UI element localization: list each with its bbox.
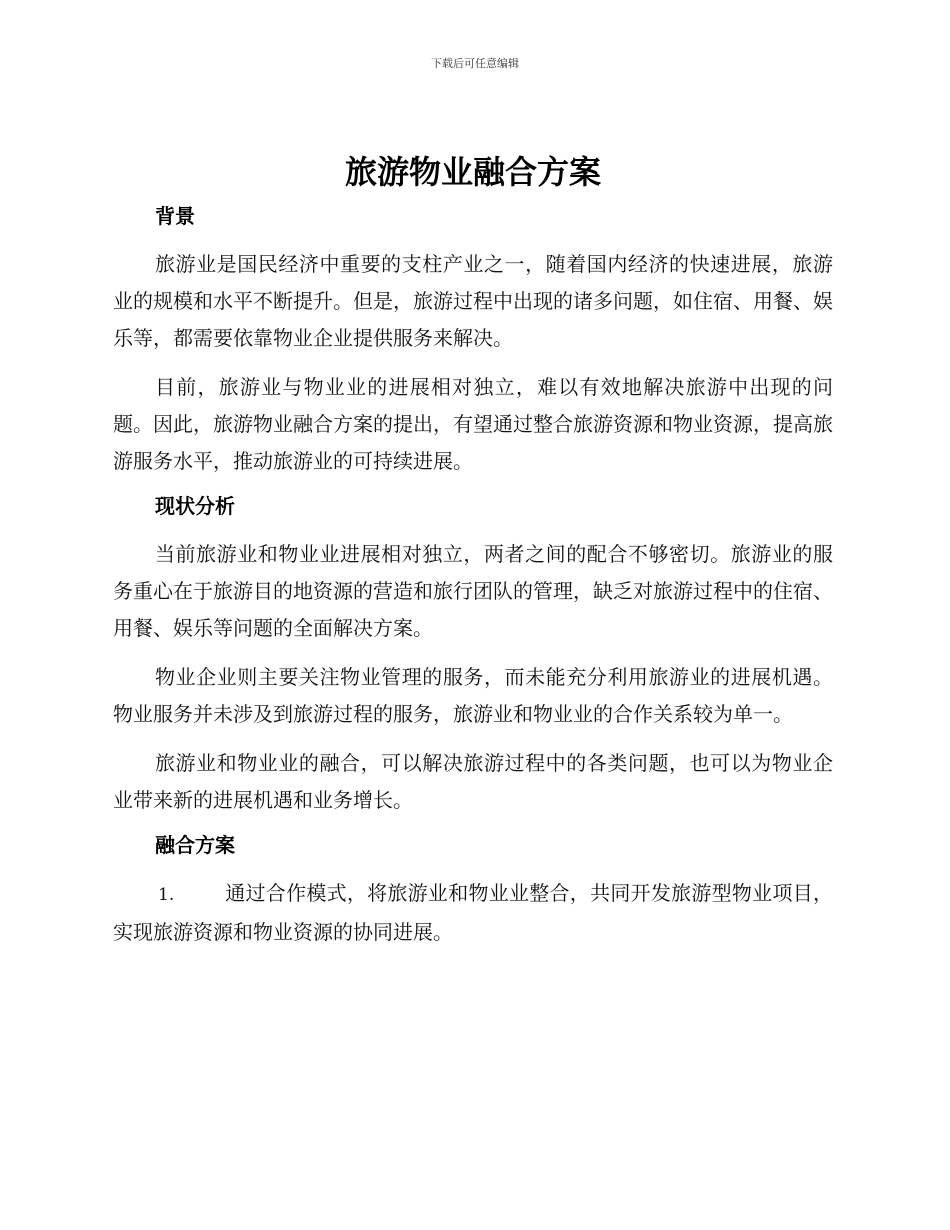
paragraph: 旅游业是国民经济中重要的支柱产业之一，随着国内经济的快速进展，旅游业的规模和水平不断提升。但是，旅游过程中出现的诸多问题，如住宿、用餐、娱乐等，都需要依靠物业企业提供服务来解决。 bbox=[113, 252, 833, 350]
header-note: 下载后可任意编辑 bbox=[431, 57, 519, 70]
section-heading: 融合方案 bbox=[155, 833, 235, 857]
paragraph: 当前旅游业和物业业进展相对独立，两者之间的配合不够密切。旅游业的服务重心在于旅游目的地资源的营造和旅行团队的管理，缺乏对旅游过程中的住宿、用餐、娱乐等问题的全面解决方案。 bbox=[113, 542, 833, 640]
list-item-text: 通过合作模式，将旅游业和物业业整合，共同开发旅游型物业项目，实现旅游资源和物业资源的协同进展。 bbox=[113, 881, 833, 944]
section-status-analysis bbox=[113, 492, 833, 819]
section-background bbox=[113, 202, 833, 480]
section-heading: 现状分析 bbox=[155, 494, 235, 518]
list-item-number: 1. bbox=[158, 885, 175, 905]
document-title: 旅游物业融合方案 bbox=[344, 153, 601, 191]
section-heading: 背景 bbox=[155, 204, 195, 228]
paragraph: 物业企业则主要关注物业管理的服务，而未能充分利用旅游业的进展机遇。物业服务并未涉及到旅游过程的服务，旅游业和物业业的合作关系较为单一。 bbox=[113, 665, 833, 726]
section-integration-plan bbox=[113, 831, 833, 951]
paragraph: 目前，旅游业与物业业的进展相对独立，难以有效地解决旅游中出现的问题。因此，旅游物业融合方案的提出，有望通过整合旅游资源和物业资源，提高旅游服务水平，推动旅游业的可持续进展。 bbox=[113, 375, 833, 473]
paragraph: 旅游业和物业业的融合，可以解决旅游过程中的各类问题，也可以为物业企业带来新的进展机遇和业务增长。 bbox=[113, 751, 833, 812]
list-item bbox=[113, 875, 833, 951]
document-content bbox=[113, 150, 833, 963]
